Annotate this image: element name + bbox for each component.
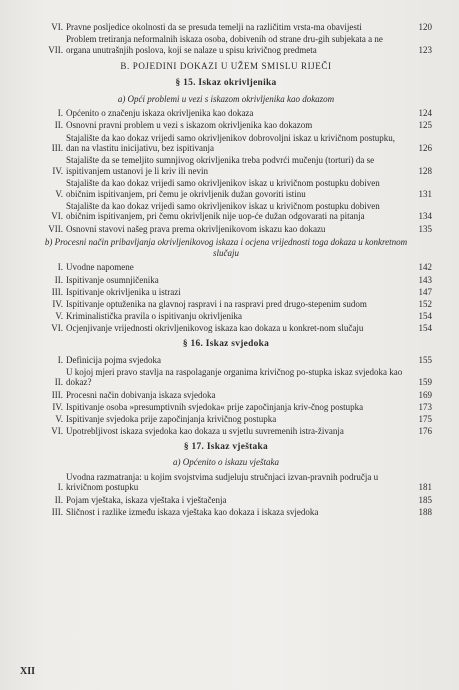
toc-entry: [20, 311, 432, 322]
toc-entry: [20, 390, 432, 401]
toc-entry: [20, 367, 432, 388]
entry-title: Uvodne napomene: [66, 262, 134, 273]
toc-entry: [20, 495, 432, 506]
entry-number: V.: [55, 188, 63, 199]
entry-number: VI.: [51, 426, 63, 437]
entry-number: II.: [54, 274, 63, 285]
entry-number: V.: [55, 413, 63, 424]
entry-title: Kriminalistička pravila o ispitivanju okrivljenika: [66, 311, 242, 322]
entry-page-number: 185: [418, 494, 432, 505]
toc-entry: [20, 275, 432, 286]
entry-page-number: 126: [418, 143, 432, 154]
entry-page-number: 155: [418, 354, 432, 365]
section-17-items: [20, 472, 432, 518]
page-number: XII: [20, 666, 36, 677]
entry-page-number: 159: [418, 377, 432, 388]
entry-title: Ocjenjivanje vrijednosti okrivljenikovog iskaza kao dokaza u konkret-nom slučaju: [66, 323, 364, 334]
entry-page-number: 188: [418, 506, 432, 517]
toc-entry: [20, 262, 432, 273]
toc-entry: [20, 108, 432, 119]
pre-items: [20, 22, 432, 55]
entry-page-number: 154: [418, 323, 432, 334]
toc-entry: [20, 22, 432, 33]
section-15b-items: [20, 262, 432, 334]
entry-number: II.: [54, 377, 63, 388]
entry-number: IV.: [52, 401, 63, 412]
entry-page-number: 175: [418, 413, 432, 424]
entry-page-number: 142: [418, 262, 432, 273]
toc-entry: [20, 507, 432, 518]
part-heading: B. POJEDINI DOKAZI U UŽEM SMISLU RIJEČI: [120, 61, 332, 72]
entry-page-number: 135: [418, 223, 432, 234]
entry-page-number: 181: [418, 482, 432, 493]
section-15-title: § 15. Iskaz okrivljenika: [175, 77, 277, 88]
entry-title: Ispitivanje okrivljenika u istrazi: [66, 286, 181, 297]
entry-page-number: 128: [418, 165, 432, 176]
entry-title: Ispitivanje osumnjičenika: [66, 274, 159, 285]
entry-title: Osnovni stavovi našeg prava prema okrivljenikovom iskazu kao dokazu: [66, 223, 326, 234]
entry-title: Stajalište da kao dokaz vrijedi samo okrivljenikov iskaz u krivičnom postupku dobiven običnim ispitivanjem, pri čemu je okrivljenik dužan govoriti istinu: [66, 178, 380, 199]
entry-title: Osnovni pravni problem u vezi s iskazom okrivljenika kao dokazom: [66, 120, 313, 131]
toc-entry: [20, 472, 432, 493]
toc-entry: [20, 287, 432, 298]
toc-entry: [20, 34, 432, 55]
entry-title: Ispitivanje optuženika na glavnoj raspravi i na raspravi pred drugo-stepenim sudom: [66, 299, 367, 309]
entry-page-number: 125: [418, 120, 432, 131]
entry-number: I.: [57, 482, 63, 493]
entry-page-number: 173: [418, 401, 432, 412]
toc-entry: [20, 426, 432, 437]
entry-title: Stajalište da se temeljito sumnjivog okrivljenika treba podvrći mučenju (torturi) da se ispitivanjem ustanovi je li kriv ili nevin: [66, 155, 375, 176]
entry-title: Pojam vještaka, iskaza vještaka i vještačenja: [66, 494, 227, 505]
entry-number: VI.: [51, 211, 63, 222]
toc-entry: [20, 414, 432, 425]
entry-page-number: 176: [418, 426, 432, 437]
entry-number: III.: [51, 389, 63, 400]
entry-page-number: 120: [418, 22, 432, 32]
entry-page-number: 131: [418, 188, 432, 199]
entry-number: V.: [55, 311, 63, 322]
entry-title: Procesni način dobivanja iskaza svjedoka: [66, 389, 216, 400]
entry-number: I.: [57, 108, 63, 119]
entry-title: Ispitivanje osoba »presumptivnih svjedoka« prije započinjanja kriv-čnog postupka: [66, 401, 364, 412]
entry-page-number: 152: [418, 299, 432, 309]
entry-title: Upotrebljivost iskaza svjedoka kao dokaza u svjetlu suvremenih istra-živanja: [66, 426, 344, 437]
entry-number: IV.: [52, 299, 63, 309]
toc-entry: [20, 178, 432, 199]
toc-entry: [20, 224, 432, 235]
entry-title: Definicija pojma svjedoka: [66, 354, 161, 365]
entry-number: II.: [54, 494, 63, 505]
toc-entry: [20, 120, 432, 131]
entry-number: III.: [51, 506, 63, 517]
entry-page-number: 143: [418, 274, 432, 285]
section-15-subheading-a: a) Opći problemi u vezi s iskazom okrivljenika kao dokazom: [117, 93, 335, 104]
entry-title: Stajalište da kao dokaz vrijedi samo okrivljenikov iskaz u krivičnom postupku dobiven običnim ispitivanjem, pri čemu okrivljenik nije uop-će dužan odgovarati na pitanja: [66, 200, 380, 222]
entry-number: III.: [51, 286, 63, 297]
entry-number: I.: [57, 354, 63, 365]
entry-title: U kojoj mjeri pravo stavlja na raspolaganje organima krivičnog po-stupka iskaz svjedoka kao dokaz?: [66, 366, 403, 388]
toc-entry: [20, 355, 432, 366]
section-16-title: § 16. Iskaz svjedoka: [182, 338, 270, 349]
entry-number: II.: [54, 120, 63, 131]
entry-title: Sličnost i razlike između iskaza vještaka kao dokaza i iskaza svjedoka: [66, 506, 319, 517]
entry-title: Ispitivanje svjedoka prije započinjanja krivičnog postupka: [66, 413, 277, 424]
entry-page-number: 124: [418, 108, 432, 119]
entry-number: VI.: [51, 323, 63, 334]
section-16-items: [20, 355, 432, 437]
section-17-subheading-a: a) Općenito o iskazu vještaka: [173, 457, 279, 468]
entry-number: VI.: [51, 22, 63, 32]
entry-title: Uvodna razmatranja: u kojim svojstvima sudjeluju stručnjaci izvan-pravnih područja u krivičnom postupku: [66, 471, 379, 493]
entry-page-number: 147: [418, 286, 432, 297]
entry-number: IV.: [52, 165, 63, 176]
toc-entry: [20, 402, 432, 413]
entry-title: Stajalište da kao dokaz vrijedi samo okrivljenikov dobrovoljni iskaz u krivičnom postupku, dan na vlastitu inicijativu, bez ispitivanja: [66, 132, 395, 154]
entry-page-number: 123: [418, 44, 432, 55]
entry-title: Općenito o značenju iskaza okrivljenika kao dokaza: [66, 108, 254, 119]
toc-entry: [20, 299, 432, 310]
section-15-subheading-b: b) Procesni način pribavljanja okrivljenikovog iskaza i ocjena vrijednosti toga dokaza u konkretnom slučaju: [44, 237, 408, 258]
entry-page-number: 154: [418, 311, 432, 322]
section-17-title: § 17. Iskaz vještaka: [183, 441, 269, 452]
entry-page-number: 134: [418, 211, 432, 222]
entry-number: I.: [57, 262, 63, 273]
entry-title: Problem tretiranja neformalnih iskaza osoba, dobivenih od strane dru-gih subjekata a ne organa unutrašnjih poslova, koji se nalaze u spisu krivičnog predmeta: [66, 34, 383, 55]
toc-entry: [20, 133, 432, 154]
entry-number: III.: [51, 143, 63, 154]
table-of-contents: [20, 22, 432, 519]
toc-entry: [20, 201, 432, 222]
entry-number: VII.: [48, 44, 63, 55]
toc-entry: [20, 323, 432, 334]
entry-title: Pravne posljedice okolnosti da se presuda temelji na različitim vrsta-ma obavijesti: [66, 22, 362, 32]
entry-number: VII.: [48, 223, 63, 234]
section-15a-items: [20, 108, 432, 234]
toc-entry: [20, 155, 432, 176]
entry-page-number: 169: [418, 389, 432, 400]
